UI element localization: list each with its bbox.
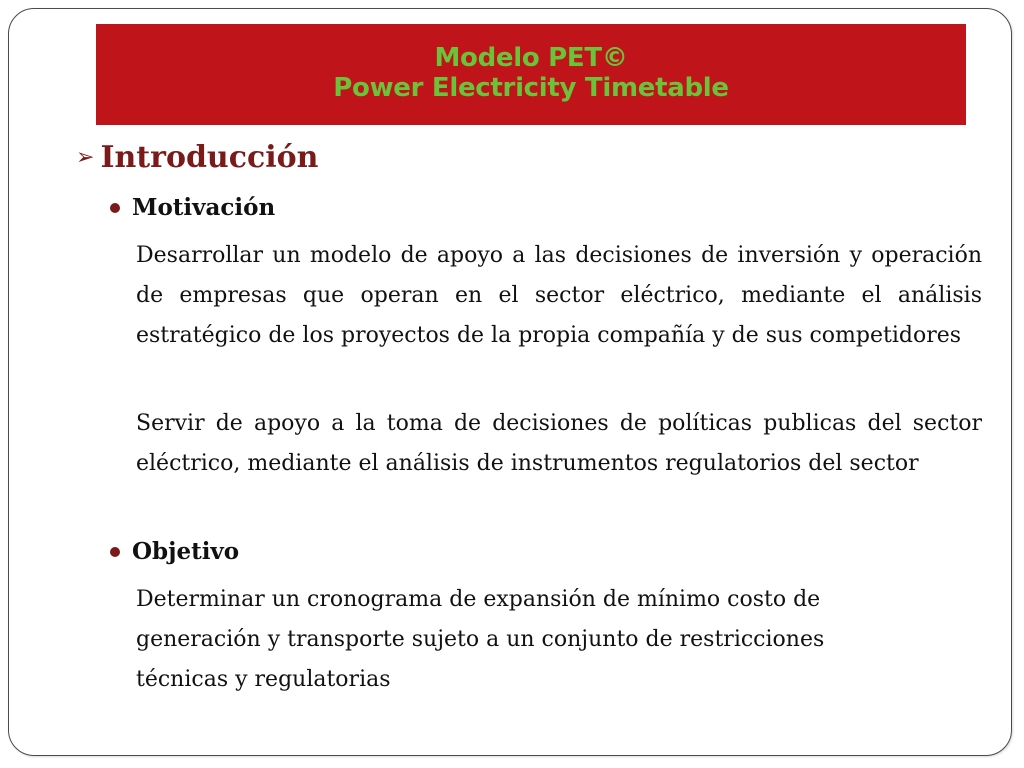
section-heading: [76, 140, 319, 175]
section-heading-label: Introducción: [100, 140, 319, 175]
paragraph-objetivo: Determinar un cronograma de expansión de mínimo costo de generación y transporte sujeto a un conjunto de restricciones técnicas y regulatorias: [136, 587, 825, 692]
paragraph-motivacion-2: Servir de apoyo a la toma de decisiones de políticas publicas del sector eléctrico, mediante el análisis de instrumentos regulatorios del sector: [136, 411, 982, 476]
list-item-motivacion: [110, 194, 275, 221]
bullet-dot-icon: [110, 203, 120, 213]
title-line-2: Power Electricity Timetable: [333, 73, 729, 103]
paragraph-motivacion-1: Desarrollar un modelo de apoyo a las decisiones de inversión y operación de empresas que operan en el sector eléctrico, mediante el análisis estratégico de los proyectos de la propia compañía y de sus competidores: [136, 243, 982, 348]
title-line-1: Modelo PET©: [434, 43, 628, 73]
list-item-label: Objetivo: [132, 538, 240, 565]
bullet-dot-icon: [110, 547, 120, 557]
list-item-objetivo: [110, 538, 239, 565]
arrow-right-icon: ➢: [76, 145, 95, 170]
list-item-label: Motivación: [132, 194, 276, 221]
